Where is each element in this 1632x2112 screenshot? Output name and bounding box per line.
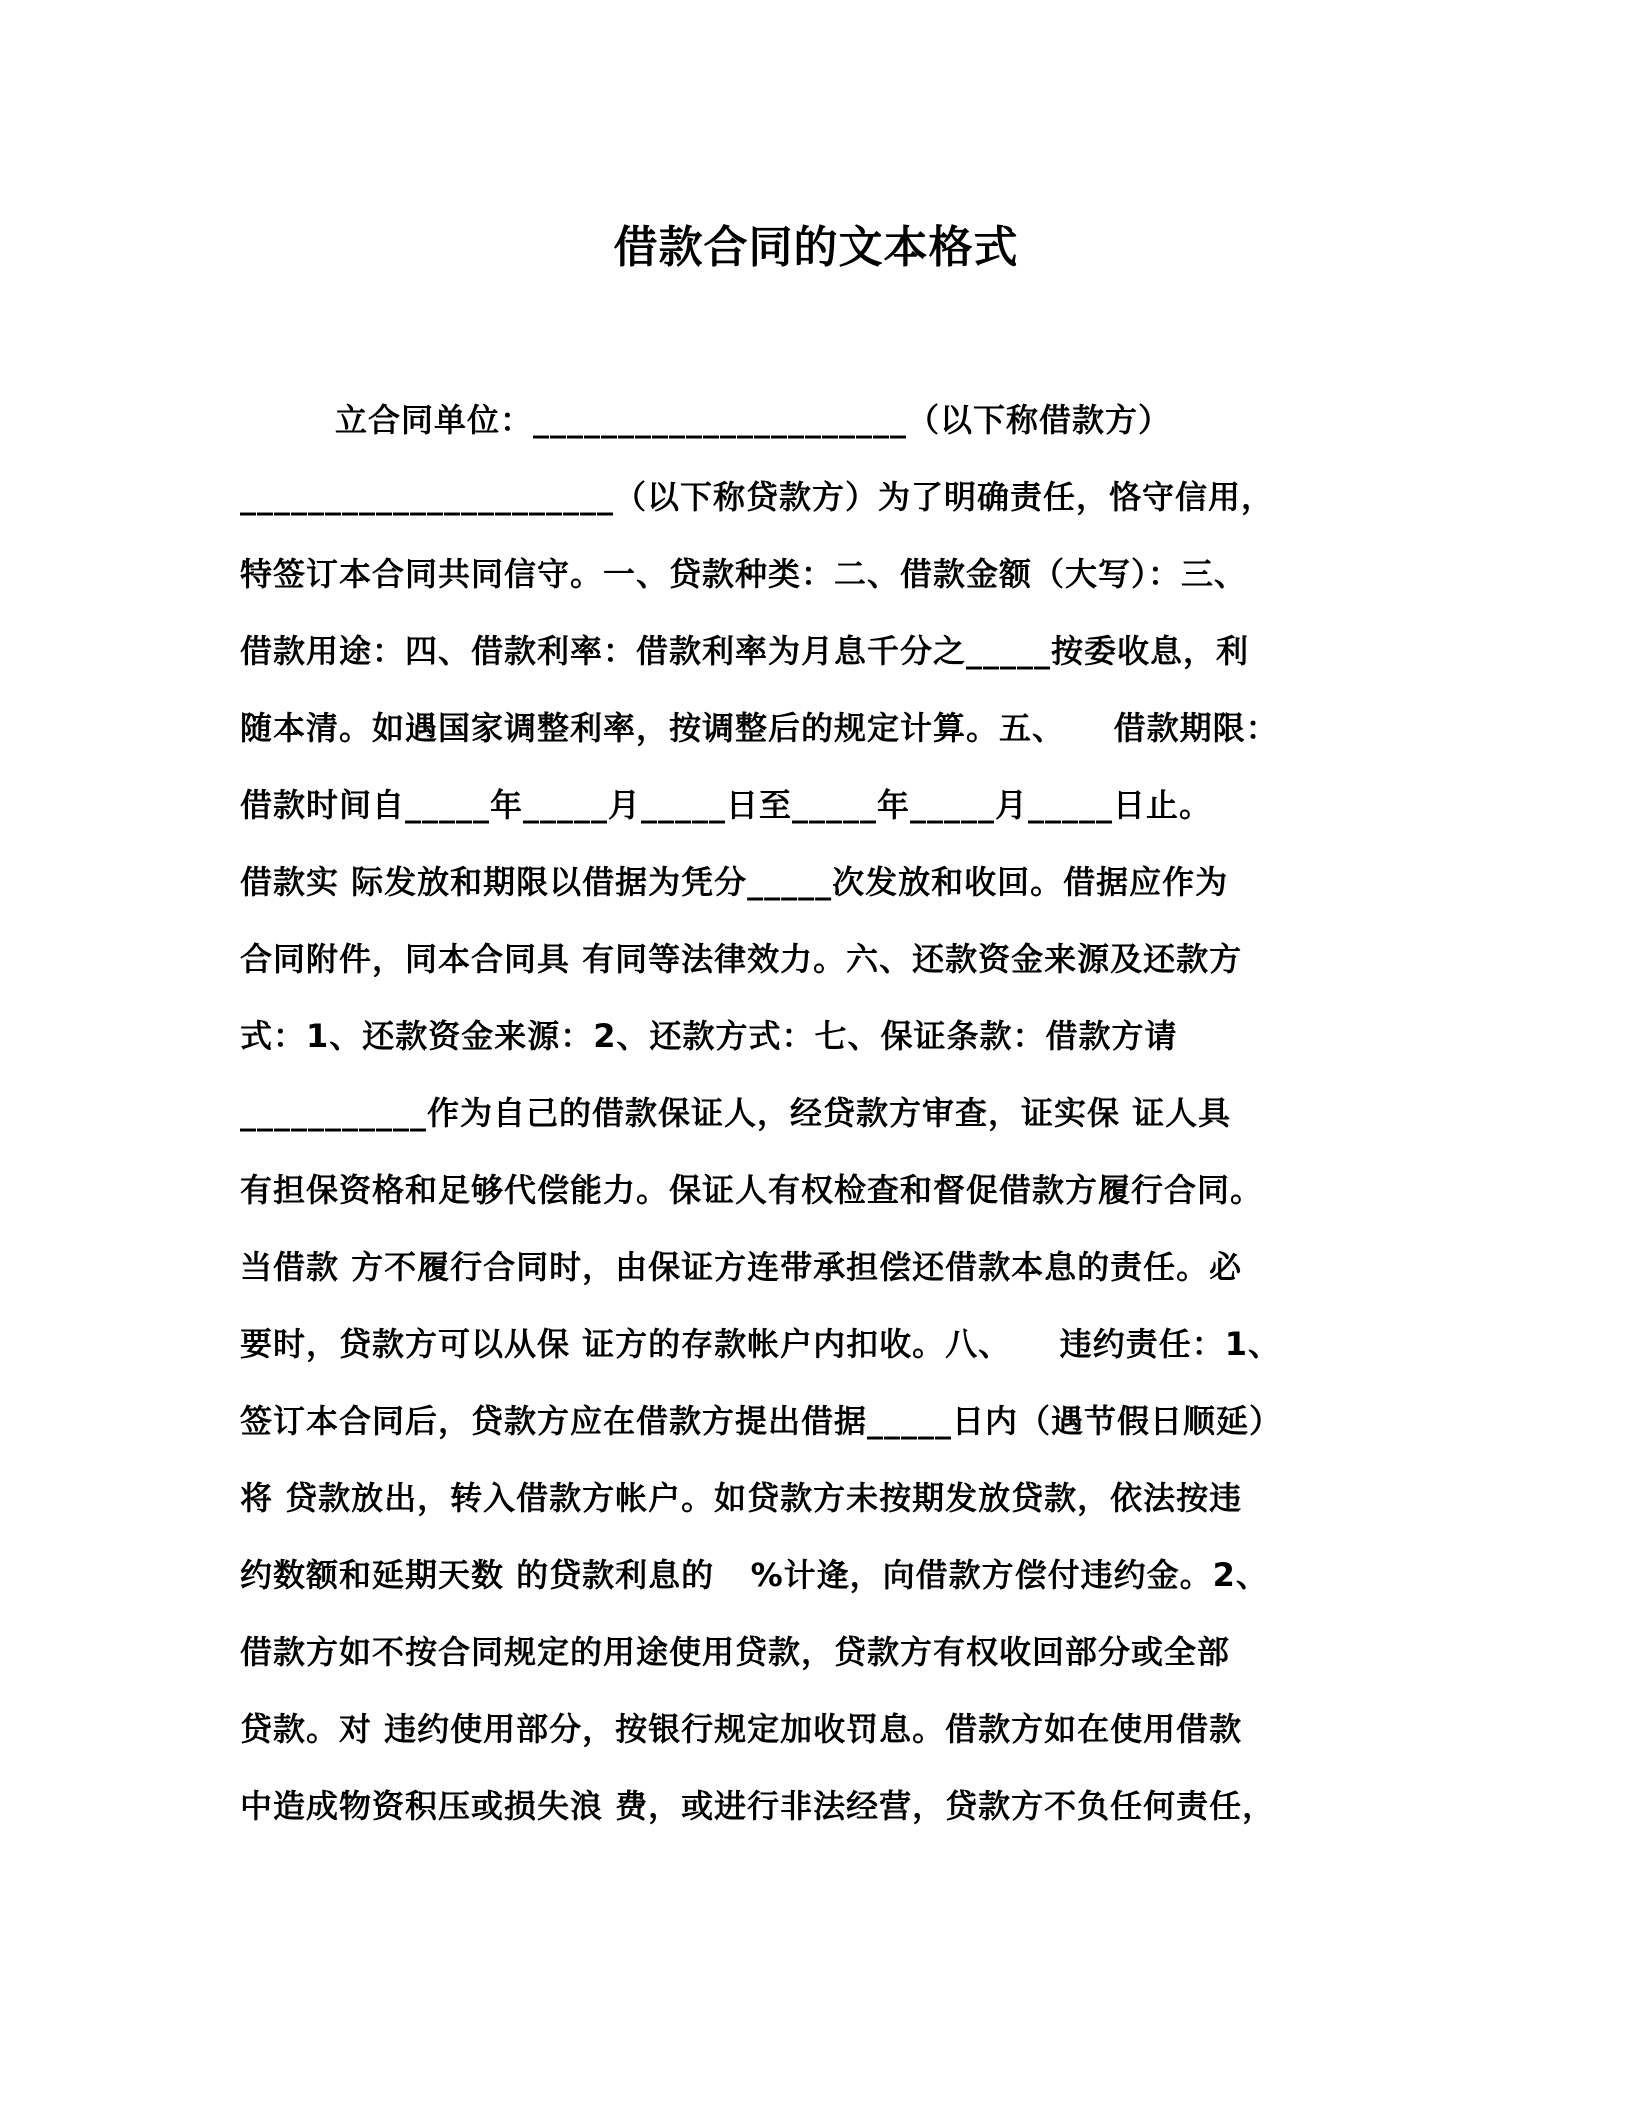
body-line: 式：1、还款资金来源：2、还款方式：七、保证条款：借款方请 bbox=[240, 1017, 1178, 1055]
body-line: 立合同单位：______________________（以下称借款方） bbox=[335, 401, 1172, 439]
body-line: 借款方如不按合同规定的用途使用贷款，贷款方有权收回部分或全部 bbox=[240, 1633, 1231, 1671]
document-body bbox=[240, 395, 1420, 1858]
body-line: 借款时间自_____年_____月_____日至_____年_____月_____日止。 bbox=[240, 786, 1213, 824]
body-line: ______________________（以下称贷款方）为了明确责任，恪守信用， bbox=[240, 478, 1275, 516]
body-line: 当借款 方不履行合同时，由保证方连带承担偿还借款本息的责任。必 bbox=[240, 1248, 1243, 1286]
body-line: 将 贷款放出，转入借款方帐户。如贷款方未按期发放贷款，依法按违 bbox=[240, 1479, 1243, 1517]
document-title: 借款合同的文本格式 bbox=[613, 222, 1019, 273]
body-line: 有担保资格和足够代偿能力。保证人有权检查和督促借款方履行合同。 bbox=[240, 1171, 1264, 1209]
body-line: 特签订本合同共同信守。一、贷款种类：二、借款金额（大写）：三、 bbox=[240, 555, 1248, 593]
body-line: ___________作为自己的借款保证人，经贷款方审查，证实保 证人具 bbox=[240, 1094, 1232, 1132]
body-line: 要时，贷款方可以从保 证方的存款帐户内扣收。八、 违约责任：1、 bbox=[240, 1325, 1281, 1363]
body-line: 借款用途：四、借款利率：借款利率为月息千分之_____按委收息，利 bbox=[240, 632, 1250, 670]
body-line: 随本清。如遇国家调整利率，按调整后的规定计算。五、 借款期限： bbox=[240, 709, 1279, 747]
body-line: 合同附件，同本合同具 有同等法律效力。六、还款资金来源及还款方 bbox=[240, 940, 1243, 978]
body-line: 中造成物资积压或损失浪 费，或进行非法经营，贷款方不负任何责任， bbox=[240, 1787, 1276, 1825]
body-line: 签订本合同后，贷款方应在借款方提出借据_____日内（遇节假日顺延） bbox=[240, 1402, 1283, 1440]
body-line: 贷款。对 违约使用部分，按银行规定加收罚息。借款方如在使用借款 bbox=[240, 1710, 1243, 1748]
body-line: 约数额和延期天数 的贷款利息的 %计逄，向借款方偿付违约金。2、 bbox=[240, 1556, 1269, 1594]
body-line: 借款实 际发放和期限以借据为凭分_____次发放和收回。借据应作为 bbox=[240, 863, 1229, 901]
